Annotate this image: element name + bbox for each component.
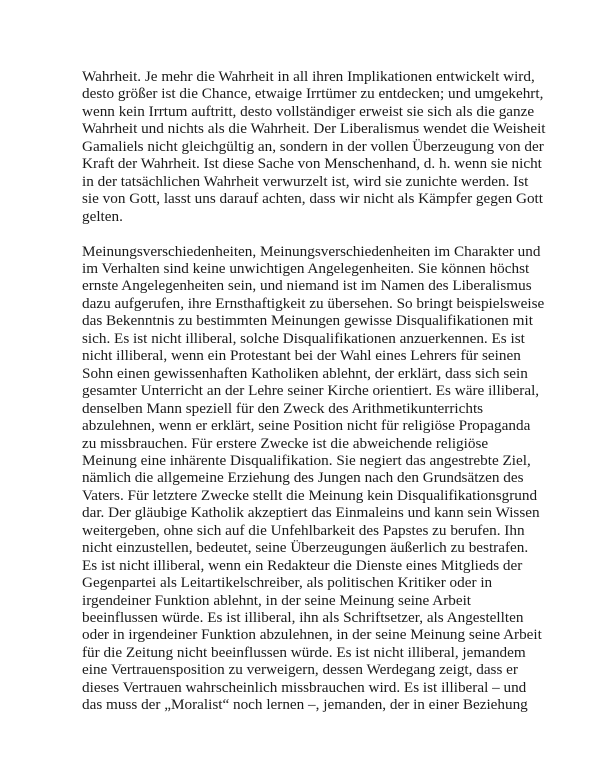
paragraph-1	[82, 68, 546, 225]
text-line: Wahrheit. Je mehr die Wahrheit in all ihren Implikationen entwickelt wird,	[82, 68, 535, 85]
text-line: Kraft der Wahrheit. Ist diese Sache von Menschenhand, d. h. wenn sie nicht	[82, 155, 542, 173]
text-line: Sohn einen gewissenhaften Katholiken ablehnt, der erklärt, dass sich sein	[82, 364, 528, 382]
text-line: irgendeiner Funktion ablehnt, in der seine Meinung seine Arbeit	[82, 591, 472, 609]
text-line: gesamter Unterricht an der Lehre seiner Kirche orientiert. Es wäre illiberal,	[82, 382, 540, 400]
text-line: gelten.	[82, 207, 123, 225]
text-line: nicht illiberal, wenn ein Protestant bei der Wahl eines Lehrers für seinen	[82, 347, 521, 365]
text-line: beeinflussen würde. Es ist illiberal, ihn als Schriftsetzer, als Angestellten	[82, 609, 524, 627]
text-line: nämlich die allgemeine Erziehung des Jungen nach den Grundsätzen des	[82, 469, 524, 487]
text-line: dieses Vertrauen wahrscheinlich missbrauchen wird. Es ist illiberal – und	[82, 678, 527, 696]
text-line: Meinungsverschiedenheiten, Meinungsverschiedenheiten im Charakter und	[82, 242, 541, 260]
text-line: abzulehnen, wenn er erklärt, seine Position nicht für religiöse Propaganda	[82, 417, 531, 435]
text-line: im Verhalten sind keine unwichtigen Angelegenheiten. Sie können höchst	[82, 259, 530, 277]
text-line: dazu aufgerufen, ihre Ernsthaftigkeit zu übersehen. So bringt beispielsweise	[82, 294, 545, 312]
text-line: Wahrheit und nichts als die Wahrheit. Der Liberalismus wendet die Weisheit	[82, 120, 546, 138]
text-line: Meinung eine inhärente Disqualifikation. Sie negiert das angestrebte Ziel,	[82, 451, 531, 469]
text-line: ernste Angelegenheiten sein, und niemand ist im Namen des Liberalismus	[82, 277, 532, 295]
text-line: oder in irgendeiner Funktion abzulehnen, in der seine Meinung seine Arbeit	[82, 626, 542, 644]
text-line: für die Zeitung nicht beeinflussen würde. Es ist nicht illiberal, jemandem	[82, 643, 526, 661]
text-line: desto größer ist die Chance, etwaige Irrtümer zu entdecken; und umgekehrt,	[82, 85, 544, 103]
text-line: wenn kein Irrtum auftritt, desto vollständiger erweist sie sich als die ganze	[82, 102, 535, 120]
text-line: in der tatsächlichen Wahrheit verwurzelt ist, wird sie zunichte werden. Ist	[82, 172, 529, 190]
text-line: eine Vertrauensposition zu verweigern, dessen Werdegang zeigt, dass er	[82, 661, 518, 679]
text-line: das Bekenntnis zu bestimmten Meinungen gewisse Disqualifikationen mit	[82, 312, 533, 330]
text-line: das muss der „Moralist“ noch lernen –, jemanden, der in einer Beziehung	[82, 696, 528, 714]
text-line: Vaters. Für letztere Zwecke stellt die Meinung kein Disqualifikationsgrund	[82, 486, 538, 504]
text-line: Gamaliels nicht gleichgültig an, sondern in der vollen Überzeugung von der	[82, 137, 544, 155]
text-line: weitergeben, ohne sich auf die Unfehlbarkeit des Papstes zu berufen. Ihn	[82, 521, 525, 539]
document-page	[82, 68, 546, 714]
text-line: dar. Der gläubige Katholik akzeptiert das Einmaleins und kann sein Wissen	[82, 504, 540, 522]
text-line: zu missbrauchen. Für erstere Zwecke ist die abweichende religiöse	[82, 434, 489, 452]
text-line: sich. Es ist nicht illiberal, solche Disqualifikationen anzuerkennen. Es ist	[82, 329, 525, 347]
text-line: Gegenpartei als Leitartikelschreiber, als politischen Kritiker oder in	[82, 574, 493, 592]
text-line: nicht einzustellen, bedeutet, seine Überzeugungen äußerlich zu bestrafen.	[82, 539, 529, 557]
text-line: Es ist nicht illiberal, wenn ein Redakteur die Dienste eines Mitglieds der	[82, 556, 523, 574]
text-line: sie von Gott, lasst uns darauf achten, dass wir nicht als Kämpfer gegen Gott	[82, 190, 543, 208]
paragraph-2	[82, 242, 545, 714]
text-line: denselben Mann speziell für den Zweck des Arithmetikunterrichts	[82, 399, 484, 417]
